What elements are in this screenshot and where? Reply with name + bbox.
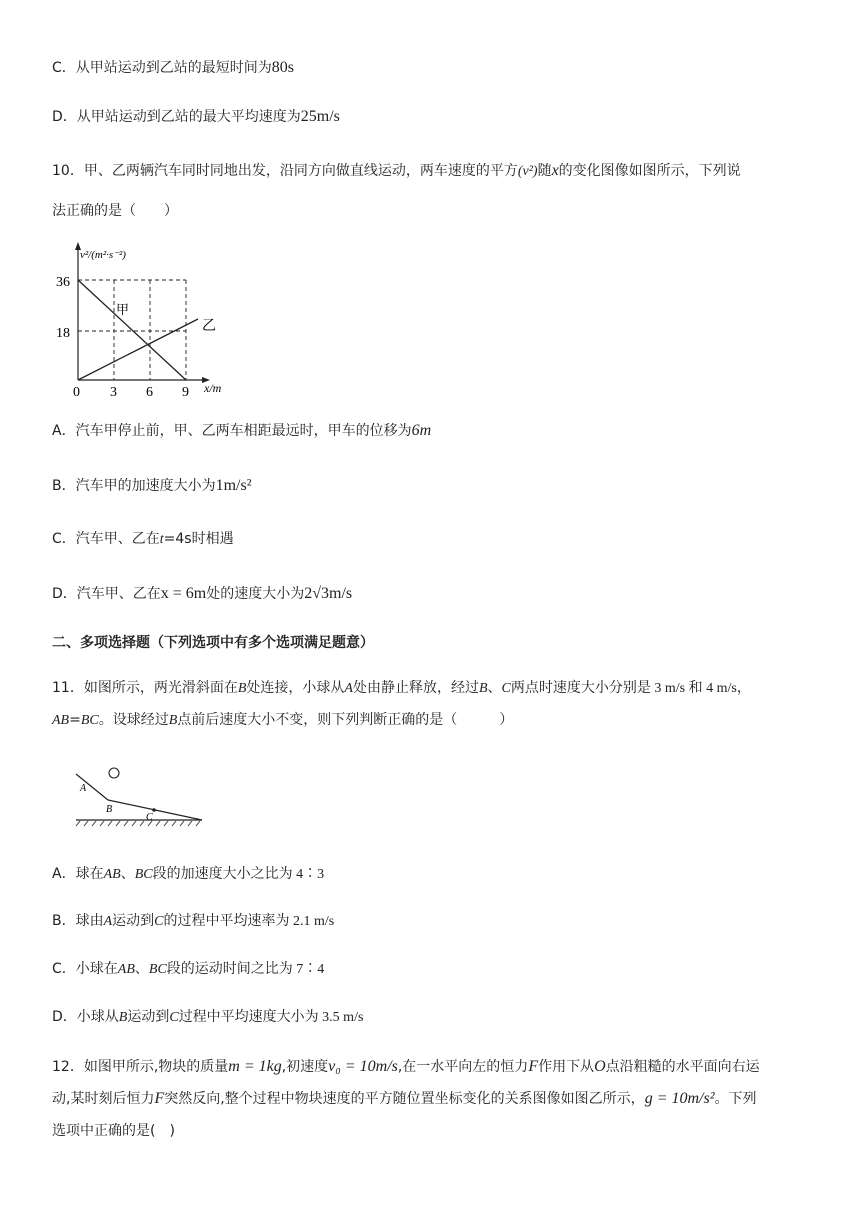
stem-symbol: B <box>478 681 488 696</box>
option-text: 从甲站运动到乙站的最大平均速度为 <box>76 109 301 125</box>
x-tick-0: 0 <box>73 385 80 400</box>
stem-math: F <box>528 1058 539 1075</box>
option-text: 处的速度大小为 <box>206 586 305 602</box>
q9-option-c <box>52 57 294 79</box>
stem-text: 法正确的是（ ） <box>52 203 178 219</box>
stem-text: 作用下从 <box>538 1059 595 1075</box>
stem-text: 处由静止释放，经过 <box>352 680 479 696</box>
option-text: 汽车甲停止前，甲、乙两车相距最远时，甲车的位移为 <box>75 423 412 439</box>
label-yi: 乙 <box>202 319 216 334</box>
option-text: =4s时相遇 <box>163 531 234 547</box>
option-text: 、 <box>120 866 135 882</box>
stem-text: 10．甲、乙两辆汽车同时同地出发，沿同方向做直线运动，两车速度的平方 <box>52 163 518 179</box>
label-a: A <box>80 783 87 794</box>
option-text: 小球从 <box>76 1009 119 1025</box>
option-text: 运动到 <box>127 1009 170 1025</box>
stem-symbol: B <box>168 713 178 728</box>
option-text: 、 <box>134 961 149 977</box>
stem-text: 、 <box>487 680 502 696</box>
stem-text: 随 <box>537 163 552 179</box>
option-label: C． <box>52 531 76 547</box>
option-symbol: C <box>169 1010 179 1025</box>
stem-text: 11．如图所示，两光滑斜面在 <box>52 680 238 696</box>
stem-symbol: A <box>344 681 353 696</box>
q10-option-a <box>52 420 431 442</box>
option-symbol: C <box>154 914 164 929</box>
stem-text: 突然反向,整个过程中物块速度的平方随位置坐标变化的关系图像如图乙所示， <box>164 1091 645 1107</box>
option-label: A． <box>52 866 76 882</box>
stem-math: m = 1kg <box>228 1058 282 1075</box>
q10-stem-line2 <box>52 200 178 222</box>
option-text: 球在 <box>75 866 104 882</box>
option-label: D． <box>52 586 77 602</box>
stem-text: 两点时速度大小分别是 3 m/s 和 4 m/s， <box>510 681 751 696</box>
ground-hatching <box>76 821 200 826</box>
option-value: 2√3m/s <box>304 585 353 602</box>
q11-incline-figure <box>74 764 208 830</box>
stem-symbol: B <box>237 681 247 696</box>
stem-text: = <box>69 712 81 728</box>
option-label: B． <box>52 478 76 494</box>
option-label: B． <box>52 913 76 929</box>
q10-option-d <box>52 583 352 605</box>
option-text: 段的运动时间之比为 7∶4 <box>166 962 325 977</box>
line-yi <box>78 319 198 380</box>
label-c: C <box>146 812 153 823</box>
q12-stem-line1 <box>52 1056 760 1078</box>
option-text: 过程中平均速度大小为 3.5 m/s <box>178 1010 364 1025</box>
stem-text: 。设球经过 <box>98 712 169 728</box>
stem-text: 点沿粗糙的水平面向右运 <box>605 1059 760 1075</box>
q10-option-b <box>52 475 252 497</box>
stem-symbol: AB <box>52 713 70 728</box>
stem-symbol: (v²) <box>517 164 538 179</box>
stem-math: v₀ = 10m/s <box>328 1058 398 1075</box>
option-text: 小球在 <box>75 961 118 977</box>
stem-math: O <box>594 1058 606 1075</box>
stem-text: 的变化图像如图所示，下列说 <box>558 163 741 179</box>
option-symbol: AB <box>103 867 121 882</box>
option-value: 1m/s² <box>215 477 252 494</box>
option-text: 运动到 <box>112 913 155 929</box>
x-axis-label: x/m <box>204 381 222 395</box>
q11-option-a <box>52 863 324 886</box>
option-symbol: B <box>118 1010 128 1025</box>
stem-symbol: C <box>501 681 511 696</box>
line-jia <box>78 280 186 380</box>
point-c-dot <box>152 808 156 812</box>
option-label: C． <box>52 961 76 977</box>
option-symbol: BC <box>134 867 153 882</box>
option-text: 的过程中平均速率为 2.1 m/s <box>163 914 335 929</box>
option-label: C． <box>52 60 76 76</box>
stem-symbol: BC <box>80 713 99 728</box>
option-equation: x = 6m <box>160 585 207 602</box>
x-tick-3: 3 <box>110 385 117 400</box>
stem-text: ,在一水平向左的恒力 <box>397 1059 529 1075</box>
option-text: 汽车甲的加速度大小为 <box>75 478 216 494</box>
x-tick-9: 9 <box>182 385 189 400</box>
label-jia: 甲 <box>116 302 130 317</box>
option-label: A． <box>52 423 76 439</box>
option-text: 汽车甲、乙在 <box>76 586 161 602</box>
q11-stem-line1 <box>52 677 751 700</box>
option-value: 80s <box>271 59 295 76</box>
stem-text: 处连接，小球从 <box>246 680 345 696</box>
q10-stem-line1 <box>52 160 741 183</box>
option-text: 从甲站运动到乙站的最短时间为 <box>75 60 272 76</box>
stem-math: F <box>154 1090 165 1107</box>
section-2-title: 二、多项选择题（下列选项中有多个选项满足题意） <box>52 635 374 651</box>
q11-option-c <box>52 958 324 981</box>
y-tick-36: 36 <box>56 275 70 290</box>
option-text: 球由 <box>75 913 104 929</box>
q10-graph <box>52 240 242 400</box>
q12-stem-line2 <box>52 1088 757 1110</box>
q11-option-d <box>52 1006 363 1029</box>
label-b: B <box>106 804 113 815</box>
q10-option-c <box>52 528 234 551</box>
option-text: 汽车甲、乙在 <box>75 531 160 547</box>
option-symbol: t <box>159 532 164 547</box>
stem-text: 。下列 <box>714 1091 757 1107</box>
q11-stem-line2 <box>52 709 513 732</box>
q9-option-d <box>52 106 340 128</box>
stem-symbol: x <box>551 162 559 179</box>
option-symbol: A <box>103 914 113 929</box>
option-value: 6m <box>411 422 432 439</box>
option-label: D． <box>52 1009 77 1025</box>
q11-option-b <box>52 910 334 933</box>
stem-text: ,初速度 <box>281 1059 329 1075</box>
stem-text: 点前后速度大小不变，则下列判断正确的是（ ） <box>177 712 514 728</box>
x-tick-6: 6 <box>146 385 153 400</box>
option-text: 段的加速度大小之比为 4∶3 <box>152 867 325 882</box>
stem-text: 动,某时刻后恒力 <box>52 1091 155 1107</box>
option-value: 25m/s <box>300 108 340 125</box>
option-label: D． <box>52 109 77 125</box>
y-axis-label: v²/(m²·s⁻²) <box>80 249 126 261</box>
y-tick-18: 18 <box>56 326 70 341</box>
option-symbol: AB <box>117 962 135 977</box>
ball <box>109 768 119 778</box>
stem-text: 12．如图甲所示,物块的质量 <box>52 1059 229 1075</box>
option-symbol: BC <box>148 962 167 977</box>
q12-stem-line3 <box>52 1120 175 1142</box>
stem-math: g = 10m/s² <box>644 1090 715 1107</box>
stem-text: 选项中正确的是( ) <box>52 1123 175 1139</box>
